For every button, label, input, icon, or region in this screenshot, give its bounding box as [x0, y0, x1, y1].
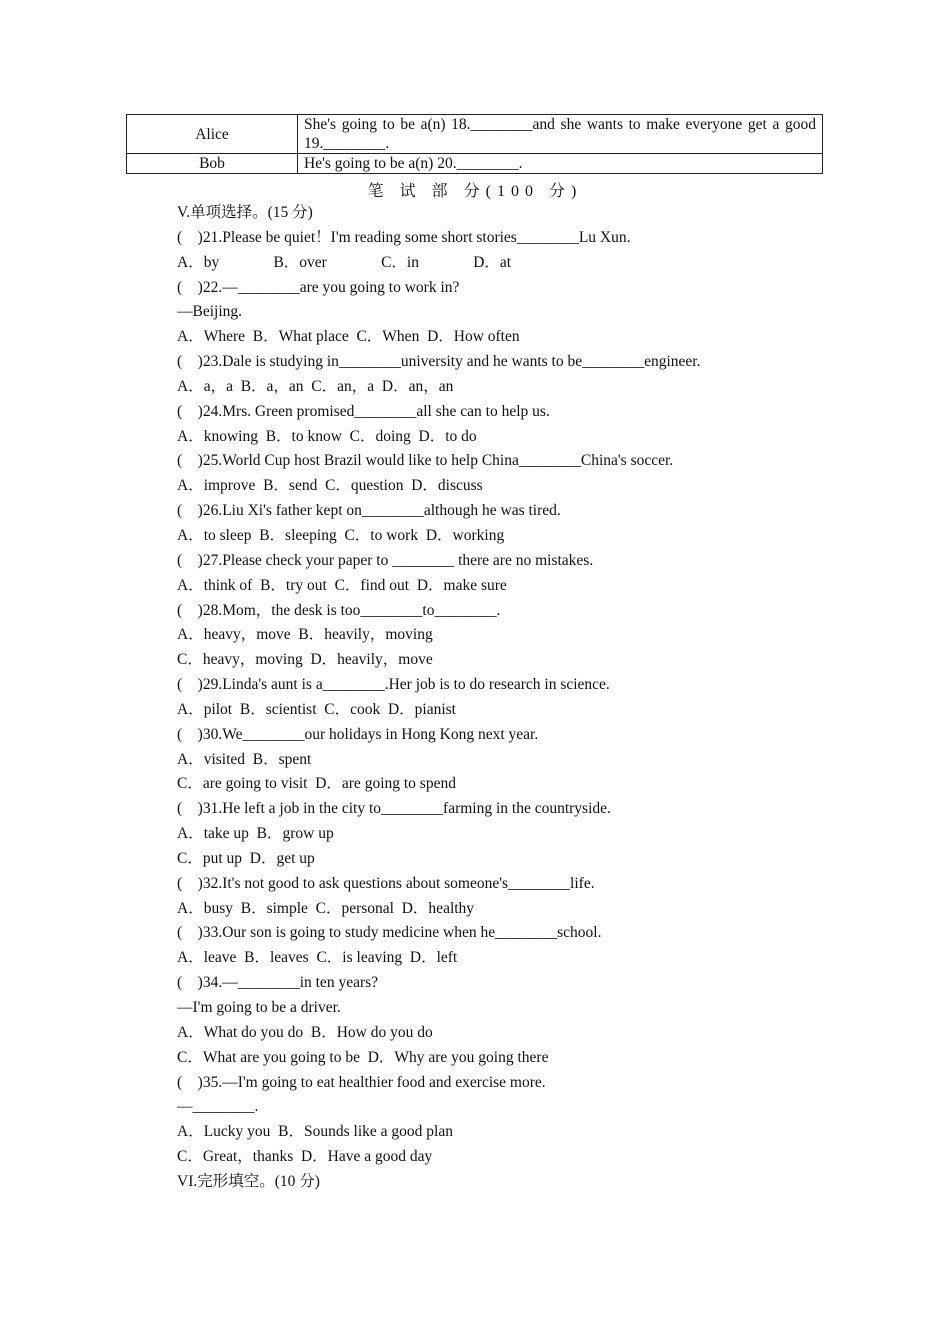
- text-line: A．What do you do B．How do you do: [177, 1023, 433, 1041]
- text-line: ( )33.Our son is going to study medicine when he________school.: [177, 924, 602, 942]
- text-line: A．Where B．What place C．When D．How often: [177, 328, 520, 346]
- table-row: [127, 115, 823, 154]
- info-table: [126, 114, 823, 174]
- text-line: C．What are you going to be D．Why are you going there: [177, 1048, 549, 1066]
- text-line: A．heavy，move B．heavily，moving: [177, 626, 433, 644]
- text-line: C．Great，thanks D．Have a good day: [177, 1148, 433, 1166]
- text-line: A．leave B．leaves C．is leaving D．left: [177, 949, 458, 967]
- text-line: ( )29.Linda's aunt is a________.Her job is to do research in science.: [177, 676, 610, 694]
- text-line: A．improve B．send C．question D．discuss: [177, 477, 483, 495]
- text-line: —I'm going to be a driver.: [177, 999, 341, 1016]
- text-line: A．to sleep B．sleeping C．to work D．working: [177, 526, 505, 544]
- table-row: [127, 154, 823, 174]
- text-line: C．heavy，moving D．heavily，move: [177, 651, 433, 669]
- text-line: —Beijing.: [177, 303, 243, 321]
- text-line: C．put up D．get up: [177, 849, 315, 867]
- text-line: ( )34.—________in ten years?: [177, 974, 379, 992]
- text-line: ( )23.Dale is studying in________university and he wants to be________engineer.: [177, 353, 701, 371]
- text-line: ( )21.Please be quiet！I'm reading some short stories________Lu Xun.: [177, 228, 631, 246]
- text-line: ( )25.World Cup host Brazil would like to help China________China's soccer.: [177, 452, 674, 470]
- text-line: VI.完形填空。(10 分): [177, 1172, 320, 1190]
- text-line: A．visited B．spent: [177, 750, 312, 768]
- text-line: A．think of B．try out C．find out D．make sure: [177, 576, 507, 594]
- text-line: A．take up B．grow up: [177, 825, 334, 843]
- text-line: ( )32.It's not good to ask questions about someone's________life.: [177, 874, 595, 892]
- text-line: ( )31.He left a job in the city to________farming in the countryside.: [177, 800, 611, 818]
- text-line: ( )22.—________are you going to work in?: [177, 278, 460, 296]
- text-line: ( )35.—I'm going to eat healthier food and exercise more.: [177, 1073, 546, 1091]
- text-line: A．a，a B．a，an C．an，a D．an，an: [177, 377, 454, 395]
- question-list: [177, 201, 877, 1195]
- text-line: ( )26.Liu Xi's father kept on________although he was tired.: [177, 502, 561, 520]
- text-line: ( )30.We________our holidays in Hong Kong next year.: [177, 725, 539, 743]
- text-line: A．knowing B．to know C．doing D．to do: [177, 427, 477, 445]
- person-name: Alice: [127, 115, 298, 154]
- text-line: A．Lucky you B．Sounds like a good plan: [177, 1123, 453, 1141]
- person-plan: She's going to be a(n) 18.________and she wants to make everyone get a good 19.________.: [298, 115, 823, 154]
- person-name: Bob: [127, 154, 298, 174]
- text-line: ( )28.Mom，the desk is too________to________.: [177, 601, 501, 619]
- text-line: V.单项选择。(15 分): [177, 204, 313, 221]
- person-plan: He's going to be a(n) 20.________.: [298, 154, 823, 174]
- text-line: A．pilot B．scientist C．cook D．pianist: [177, 700, 456, 718]
- text-line: A．busy B．simple C．personal D．healthy: [177, 899, 475, 917]
- text-line: ( )27.Please check your paper to ________ there are no mistakes.: [177, 551, 594, 569]
- text-line: A．by B．over C．in D．at: [177, 253, 512, 271]
- text-line: —________.: [177, 1098, 259, 1116]
- text-line: C．are going to visit D．are going to spend: [177, 775, 456, 793]
- section-title: 笔 试 部 分(100 分): [367, 183, 583, 200]
- text-line: ( )24.Mrs. Green promised________all she can to help us.: [177, 402, 550, 420]
